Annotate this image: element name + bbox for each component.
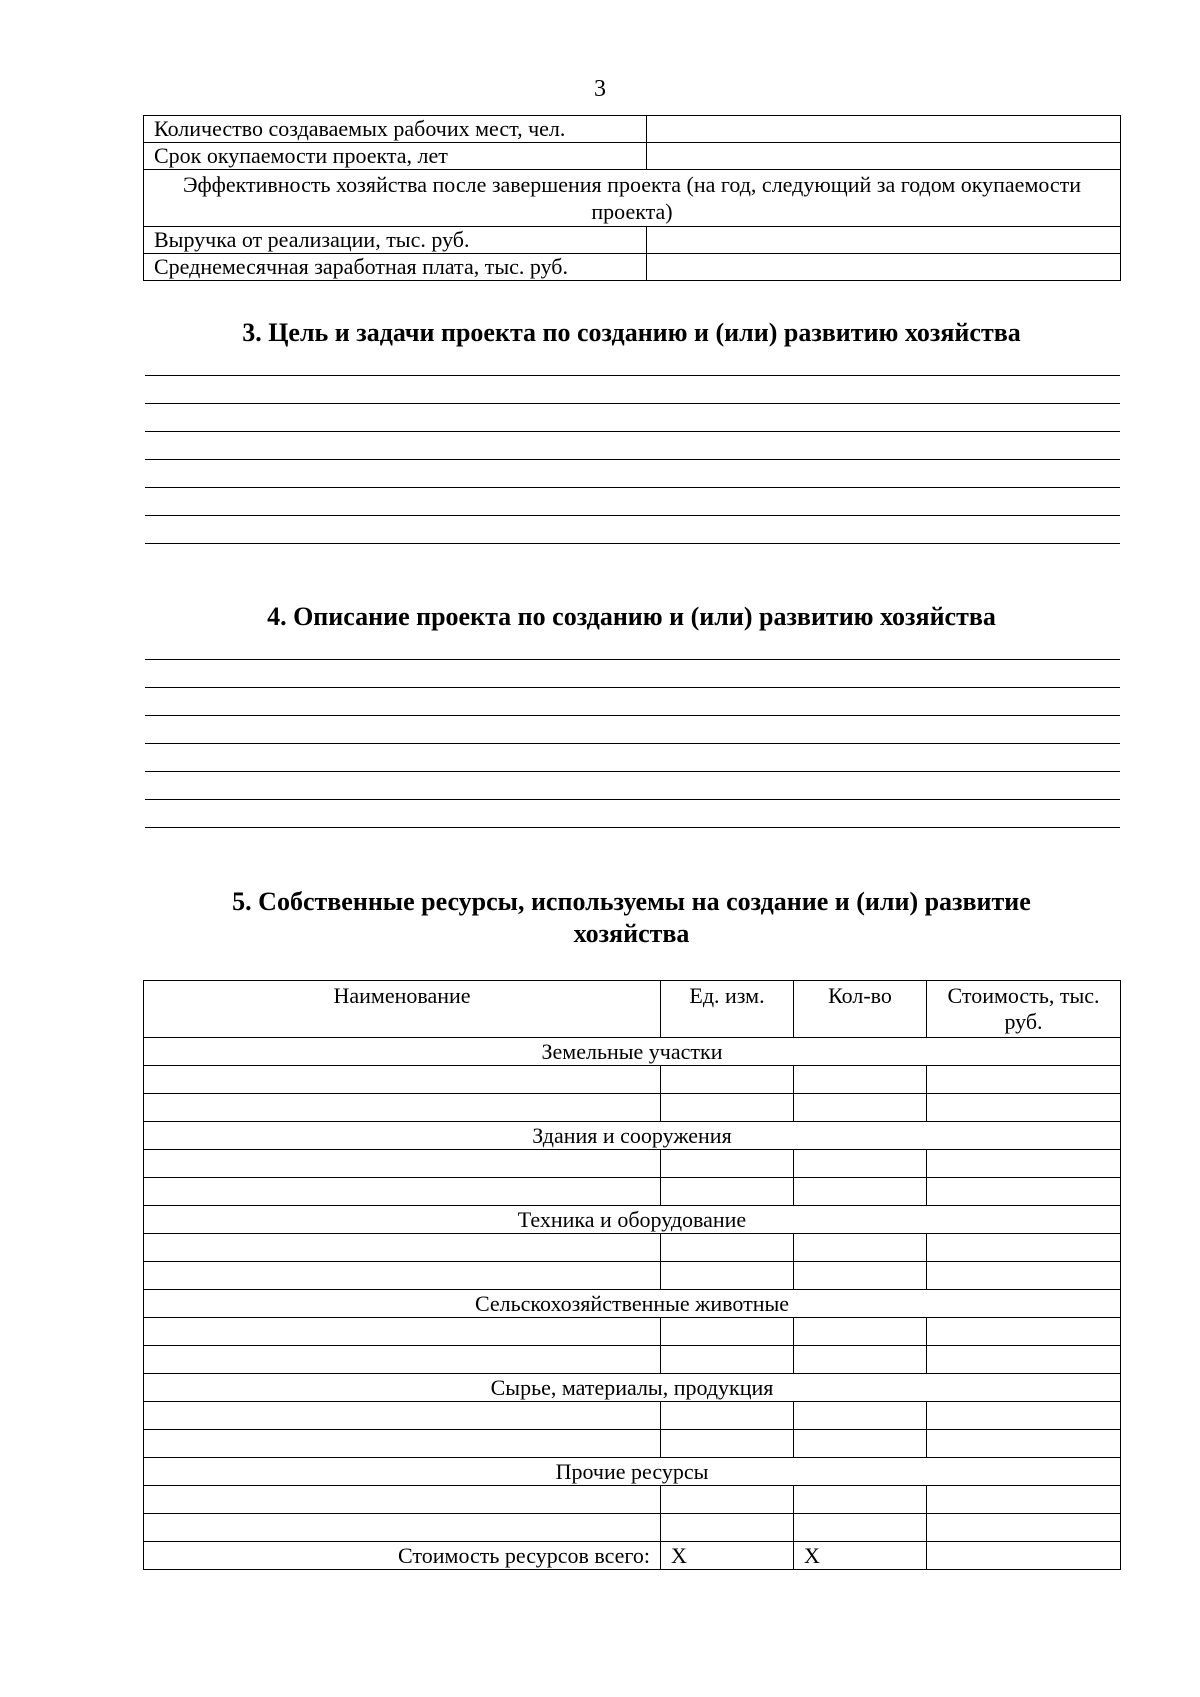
table-cell[interactable] [927, 1514, 1121, 1542]
section-5-title: 5. Собственные ресурсы, используемы на создание и (или) развитие хозяйства [232, 887, 1031, 948]
table-row [144, 227, 1121, 254]
summary-table [143, 115, 1121, 281]
section-3-lines[interactable] [145, 348, 1120, 544]
blank-line[interactable] [145, 516, 1120, 544]
table-cell[interactable] [661, 1346, 794, 1374]
table-header-row [144, 981, 1121, 1038]
payback-label: Срок окупаемости проекта, лет [144, 143, 647, 170]
table-row [144, 254, 1121, 281]
table-cell[interactable] [927, 1346, 1121, 1374]
blank-line[interactable] [145, 660, 1120, 688]
table-cell[interactable] [661, 1150, 794, 1178]
table-cell[interactable] [144, 1262, 661, 1290]
table-row [144, 1514, 1121, 1542]
blank-line[interactable] [145, 632, 1120, 660]
table-row [144, 1150, 1121, 1178]
table-cell[interactable] [144, 1402, 661, 1430]
table-cell[interactable] [661, 1234, 794, 1262]
category-row [144, 1122, 1121, 1150]
table-cell[interactable] [661, 1262, 794, 1290]
section-4-lines[interactable] [145, 632, 1120, 828]
efficiency-heading: Эффективность хозяйства после завершения проекта (на год, следующий за годом окупаемости проекта) [144, 170, 1121, 227]
table-cell[interactable] [661, 1094, 794, 1122]
table-row [144, 1402, 1121, 1430]
table-cell[interactable] [927, 1066, 1121, 1094]
category-label: Техника и оборудование [144, 1206, 1121, 1234]
table-cell[interactable] [661, 1318, 794, 1346]
blank-line[interactable] [145, 404, 1120, 432]
table-cell[interactable] [661, 1402, 794, 1430]
section-4-title: 4. Описание проекта по созданию и (или) развитию хозяйства [267, 602, 996, 631]
total-qty-cell: X [794, 1542, 927, 1570]
category-row [144, 1458, 1121, 1486]
blank-line[interactable] [145, 376, 1120, 404]
table-cell[interactable] [927, 1150, 1121, 1178]
table-row [144, 1178, 1121, 1206]
revenue-value-cell[interactable] [647, 227, 1121, 254]
blank-line[interactable] [145, 800, 1120, 828]
table-cell[interactable] [794, 1094, 927, 1122]
blank-line[interactable] [145, 432, 1120, 460]
payback-value-cell[interactable] [647, 143, 1121, 170]
header-qty: Кол-во [794, 981, 927, 1038]
table-cell[interactable] [661, 1066, 794, 1094]
total-unit-cell: X [661, 1542, 794, 1570]
table-row [144, 1066, 1121, 1094]
table-cell[interactable] [794, 1402, 927, 1430]
table-cell[interactable] [927, 1402, 1121, 1430]
table-cell[interactable] [794, 1430, 927, 1458]
table-row [144, 1346, 1121, 1374]
table-cell[interactable] [794, 1262, 927, 1290]
category-label: Земельные участки [144, 1038, 1121, 1066]
category-row [144, 1374, 1121, 1402]
table-cell[interactable] [144, 1178, 661, 1206]
table-cell[interactable] [927, 1262, 1121, 1290]
header-name: Наименование [144, 981, 661, 1038]
table-row [144, 116, 1121, 143]
table-cell[interactable] [144, 1318, 661, 1346]
table-cell[interactable] [927, 1486, 1121, 1514]
table-cell[interactable] [927, 1094, 1121, 1122]
header-unit: Ед. изм. [661, 981, 794, 1038]
table-cell[interactable] [144, 1066, 661, 1094]
total-label: Стоимость ресурсов всего: [144, 1542, 661, 1570]
blank-line[interactable] [145, 716, 1120, 744]
table-cell[interactable] [794, 1486, 927, 1514]
table-row [144, 1234, 1121, 1262]
table-row [144, 143, 1121, 170]
table-cell[interactable] [794, 1066, 927, 1094]
table-cell[interactable] [794, 1178, 927, 1206]
blank-line[interactable] [145, 744, 1120, 772]
salary-value-cell[interactable] [647, 254, 1121, 281]
table-cell[interactable] [794, 1514, 927, 1542]
table-cell[interactable] [144, 1430, 661, 1458]
table-cell[interactable] [794, 1234, 927, 1262]
table-row [144, 170, 1121, 227]
table-cell[interactable] [927, 1178, 1121, 1206]
table-cell[interactable] [661, 1178, 794, 1206]
table-cell[interactable] [927, 1430, 1121, 1458]
blank-line[interactable] [145, 772, 1120, 800]
jobs-label: Количество создаваемых рабочих мест, чел. [144, 116, 647, 143]
table-cell[interactable] [661, 1430, 794, 1458]
table-cell[interactable] [144, 1346, 661, 1374]
table-cell[interactable] [794, 1318, 927, 1346]
table-cell[interactable] [144, 1486, 661, 1514]
table-cell[interactable] [661, 1486, 794, 1514]
total-cost-cell[interactable] [927, 1542, 1121, 1570]
table-cell[interactable] [794, 1150, 927, 1178]
table-cell[interactable] [144, 1094, 661, 1122]
table-cell[interactable] [144, 1150, 661, 1178]
salary-label: Среднемесячная заработная плата, тыс. руб. [144, 254, 647, 281]
table-row [144, 1094, 1121, 1122]
category-row [144, 1290, 1121, 1318]
table-cell[interactable] [144, 1514, 661, 1542]
page-number: 3 [594, 76, 606, 102]
header-cost: Стоимость, тыс. руб. [927, 981, 1121, 1038]
revenue-label: Выручка от реализации, тыс. руб. [144, 227, 647, 254]
jobs-value-cell[interactable] [647, 116, 1121, 143]
category-label: Сырье, материалы, продукция [144, 1374, 1121, 1402]
table-row [144, 1430, 1121, 1458]
blank-line[interactable] [145, 460, 1120, 488]
category-label: Здания и сооружения [144, 1122, 1121, 1150]
category-label: Прочие ресурсы [144, 1458, 1121, 1486]
table-cell[interactable] [144, 1234, 661, 1262]
table-row [144, 1486, 1121, 1514]
table-cell[interactable] [661, 1514, 794, 1542]
blank-line[interactable] [145, 348, 1120, 376]
table-cell[interactable] [794, 1346, 927, 1374]
category-row [144, 1038, 1121, 1066]
blank-line[interactable] [145, 688, 1120, 716]
section-3-title: 3. Цель и задачи проекта по созданию и (или) развитию хозяйства [242, 318, 1021, 347]
table-cell[interactable] [927, 1318, 1121, 1346]
resources-table [143, 980, 1121, 1570]
total-row [144, 1542, 1121, 1570]
blank-line[interactable] [145, 488, 1120, 516]
table-cell[interactable] [927, 1234, 1121, 1262]
table-row [144, 1262, 1121, 1290]
category-label: Сельскохозяйственные животные [144, 1290, 1121, 1318]
table-row [144, 1318, 1121, 1346]
category-row [144, 1206, 1121, 1234]
